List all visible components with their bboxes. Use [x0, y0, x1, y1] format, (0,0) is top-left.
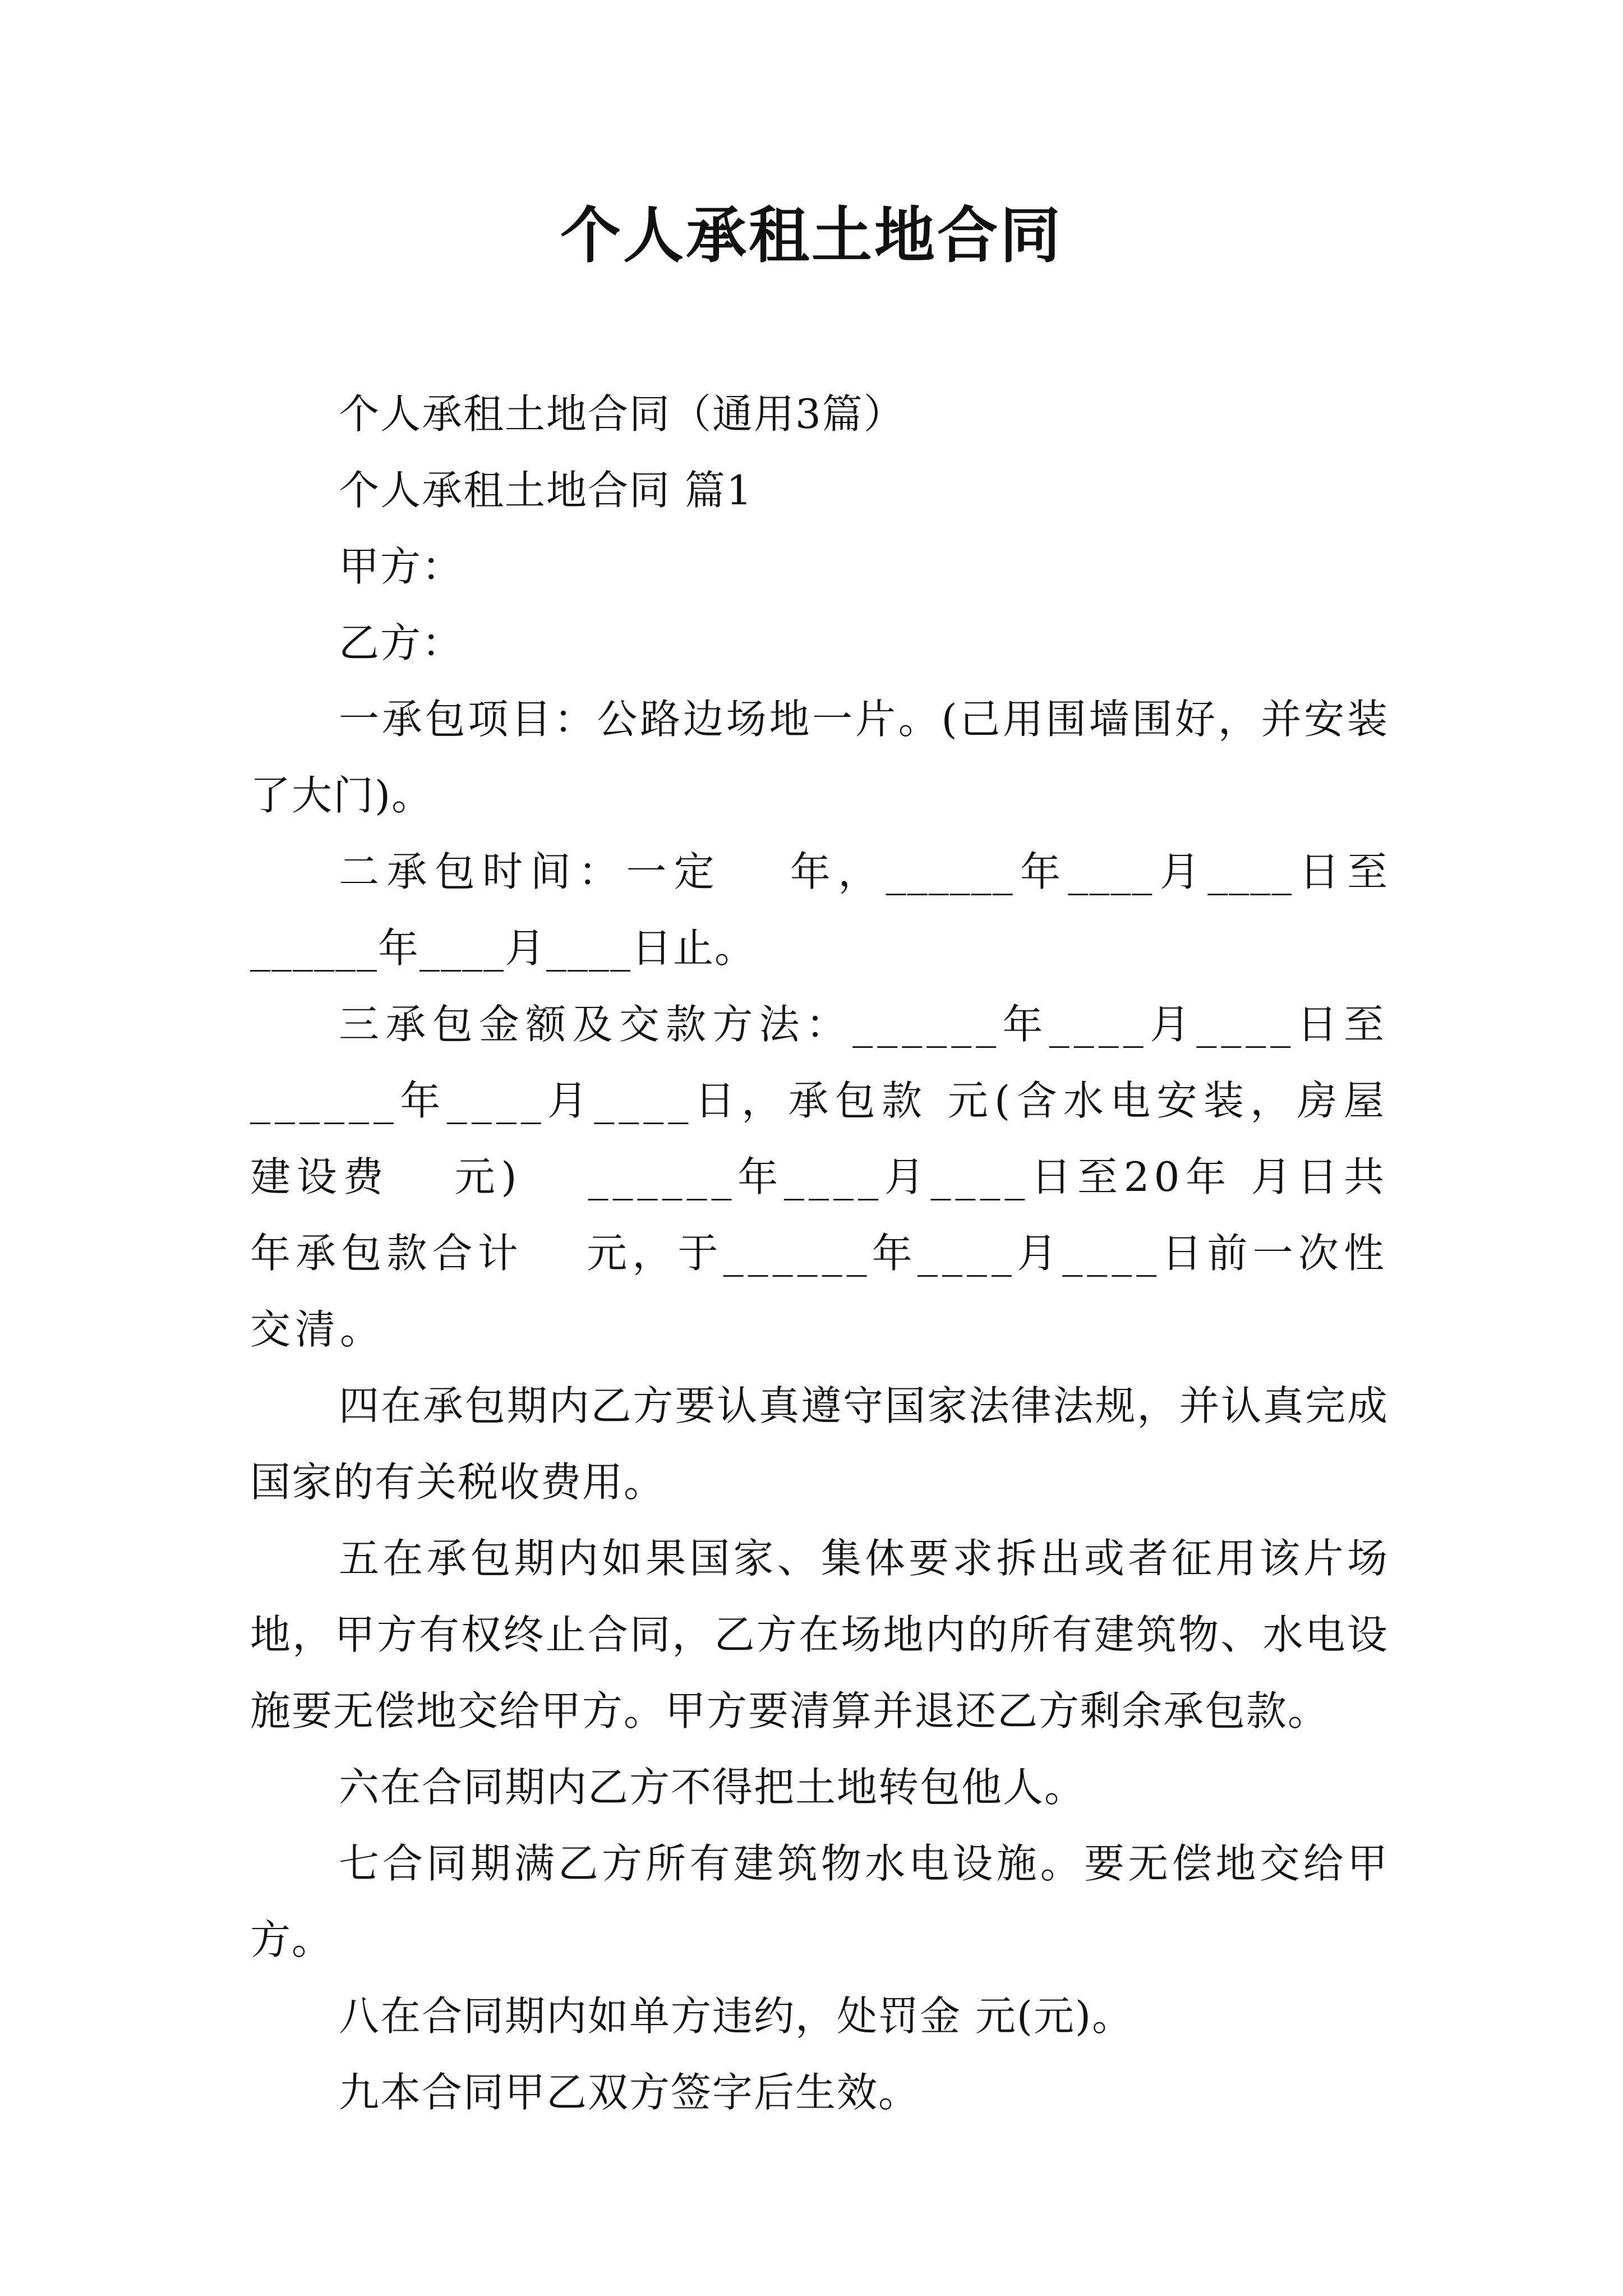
paragraph-clause-8: 八在合同期内如单方违约，处罚金 元(元)。	[339, 1993, 1134, 2040]
paragraph-clause-9: 九本合同甲乙双方签字后生效。	[339, 2069, 920, 2116]
paragraph-clause-4: 四在承包期内乙方要认真遵守国家法律法规，并认真完成国家的有关税收费用。	[250, 1382, 1389, 1506]
paragraph-clause-5: 五在承包期内如果国家、集体要求拆出或者征用该片场地，甲方有权终止合同，乙方在场地内的所有建筑物、水电设施要无偿地交给甲方。甲方要清算并退还乙方剩余承包款。	[250, 1535, 1389, 1734]
document-body	[250, 376, 1451, 2131]
document-title: 个人承租土地合同	[560, 200, 1063, 271]
paragraph-party-a: 甲方：	[339, 543, 464, 590]
paragraph-clause-7: 七合同期满乙方所有建筑物水电设施。要无偿地交给甲方。	[250, 1840, 1389, 1963]
paragraph-clause-6: 六在合同期内乙方不得把土地转包他人。	[339, 1764, 1086, 1811]
paragraph-section-heading: 个人承租土地合同 篇1	[339, 467, 753, 514]
paragraph-clause-2: 二承包时间：一定 年，______年____月____日至______年____月____日止。	[250, 848, 1389, 972]
paragraph-clause-3: 三承包金额及交款方法：______年____月____日至______年____月____日，承包款 元(含水电安装，房屋建设费 元) ______年____月____日至20年 月日共 年承包款合计 元，于______年____月____日前一次性交清。	[250, 1001, 1451, 1353]
paragraph-subtitle: 个人承租土地合同（通用3篇）	[339, 390, 905, 438]
paragraph-party-b: 乙方：	[339, 619, 464, 666]
paragraph-clause-1: 一承包项目：公路边场地一片。(己用围墙围好，并安装了大门)。	[250, 696, 1389, 819]
